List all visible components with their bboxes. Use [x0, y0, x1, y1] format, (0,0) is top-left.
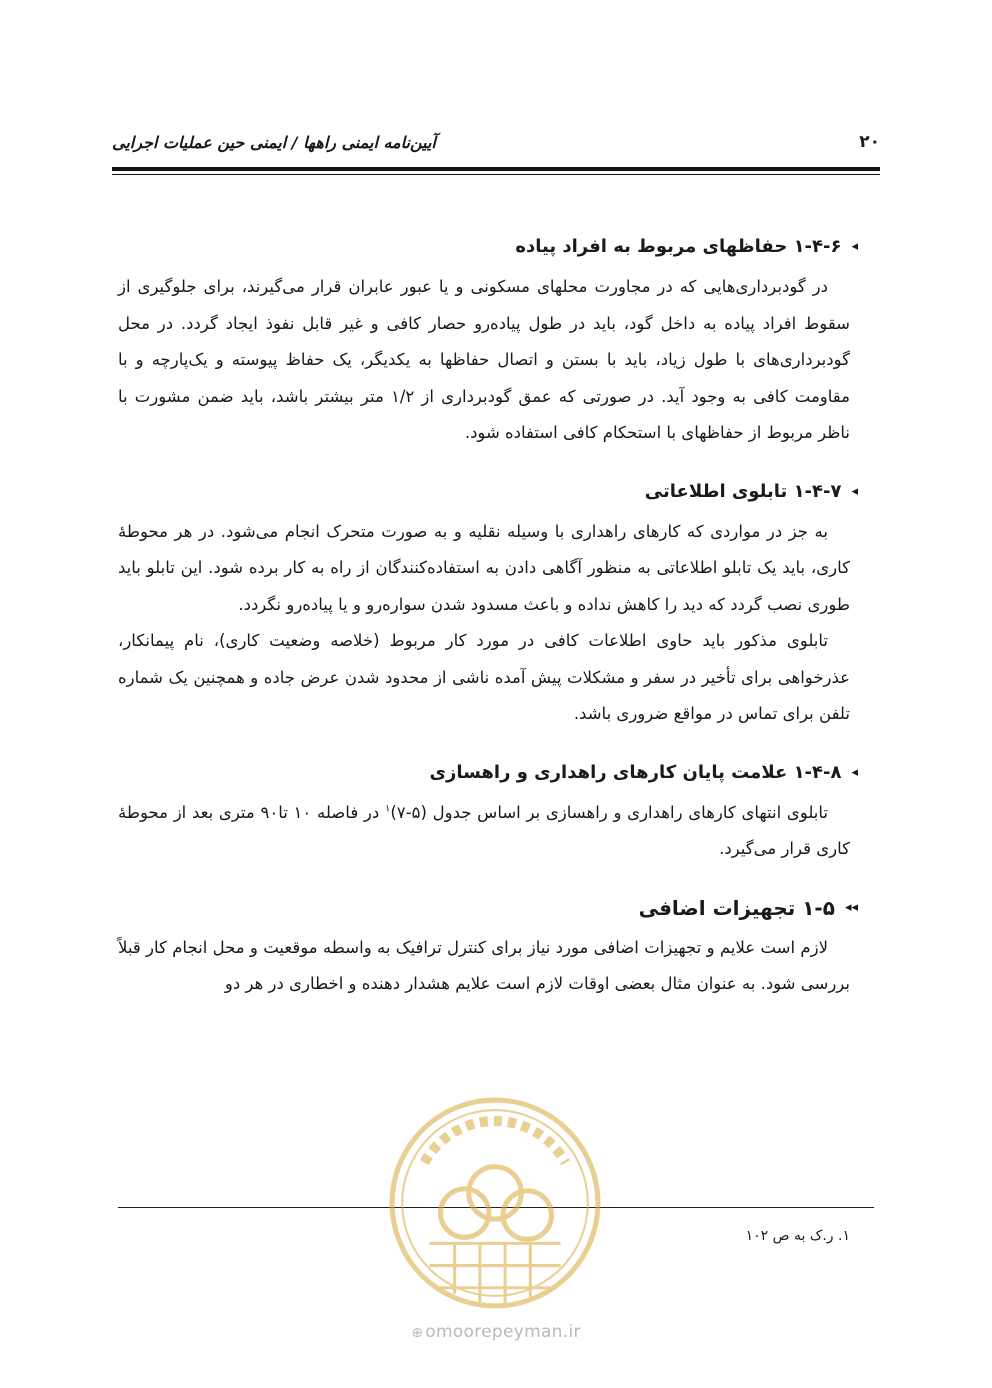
page-number: ۲۰	[859, 132, 880, 152]
paragraph	[118, 795, 850, 868]
section-title: ۱-۴-۷ تابلوی اطلاعاتی	[644, 480, 842, 502]
paragraph: لازم است علایم و تجهیزات اضافی مورد نیاز برای کنترل ترافیک به واسطه موقعیت و محل انجام کار قبلاً بررسی شود. به عنوان مثال بعضی اوقات لازم است علایم هشدار دهنده و اخطاری در هر دو	[118, 937, 850, 993]
double-arrow-icon: ◂◂	[844, 899, 858, 915]
section-title: ۱-۴-۸ علامت پایان کارهای راهداری و راهسازی	[429, 761, 842, 783]
running-title: آیین‌نامه ایمنی راهها / ایمنی حین عملیات اجرایی	[112, 132, 436, 152]
section-title: ۱-۴-۶ حفاظهای مربوط به افراد پیاده	[515, 236, 842, 257]
globe-icon: ⊕	[411, 1325, 424, 1341]
section-heading	[118, 470, 858, 514]
footnote-rule	[118, 1207, 874, 1208]
section-heading	[118, 225, 858, 269]
paragraph: در گودبرداری‌هایی که در مجاورت محلهای مسکونی و یا عبور عابران قرار می‌گیرند، برای جلوگیری از سقوط افراد پیاده به داخل گود، باید در طول پیاده‌رو حصار کافی و غیر قابل نفوذ ایجاد گردد. در محل گودبرداری‌های با طول زیاد، باید با بستن و اتصال حفاظها به یکدیگر، یک حفاظ پیوسته و یک‌پارچه و با مقاومت کافی به وجود آید. در صورتی که عمق گودبرداری از ۱/۲ متر بیشتر باشد، باید ضمن مشورت با ناظر مربوط از حفاظهای با استحکام کافی استفاده شود.	[118, 277, 850, 442]
paragraph-text: تابلوی انتهای کارهای راهداری و راهسازی بر اساس جدول (۵-۷)	[390, 802, 828, 822]
bullet-arrow-icon: ◂	[851, 764, 858, 780]
bullet-arrow-icon: ◂	[851, 483, 858, 499]
page-header	[112, 128, 880, 156]
header-rule-thick	[112, 167, 880, 171]
section-title: ۱-۵ تجهیزات اضافی	[638, 895, 835, 920]
watermark-url	[0, 1322, 992, 1342]
footnote-reference: ۱	[384, 803, 391, 814]
section-heading	[118, 751, 858, 795]
paragraph: به جز در مواردی که کارهای راهداری با وسیله نقلیه و به صورت متحرک انجام می‌شود. در هر محوطهٔ کاری، باید یک تابلو اطلاعاتی به منظور آگاهی دادن به استفاده‌کنندگان از راه به کار برده شود. این تابلو باید طوری نصب گردد که دید را کاهش نداده و باعث مسدود شدن سواره‌رو و یا پیاده‌رو نگردد.	[118, 521, 850, 614]
watermark-url-text: omoorepeyman.ir	[425, 1322, 581, 1342]
paragraph-text: در فاصله ۱۰ تا۹۰ متری بعد از محوطهٔ کاری قرار می‌گیرد.	[118, 802, 850, 858]
watermark-seal-icon	[384, 1092, 606, 1314]
body-text	[118, 225, 858, 1003]
header-rule-thin	[112, 174, 880, 175]
section-heading	[118, 886, 858, 930]
paragraph: تابلوی مذکور باید حاوی اطلاعات کافی در مورد کار مربوط (خلاصه وضعیت کاری)، نام پیمانکار، عذرخواهی برای تأخیر در سفر و مشکلات پیش آمده ناشی از محدود شدن عرض جاده و همچنین یک شماره تلفن برای تماس در مواقع ضروری باشد.	[118, 631, 850, 723]
bullet-arrow-icon: ◂	[851, 239, 858, 254]
footnote: ۱. ر.ک به ص ۱۰۲	[745, 1228, 850, 1244]
